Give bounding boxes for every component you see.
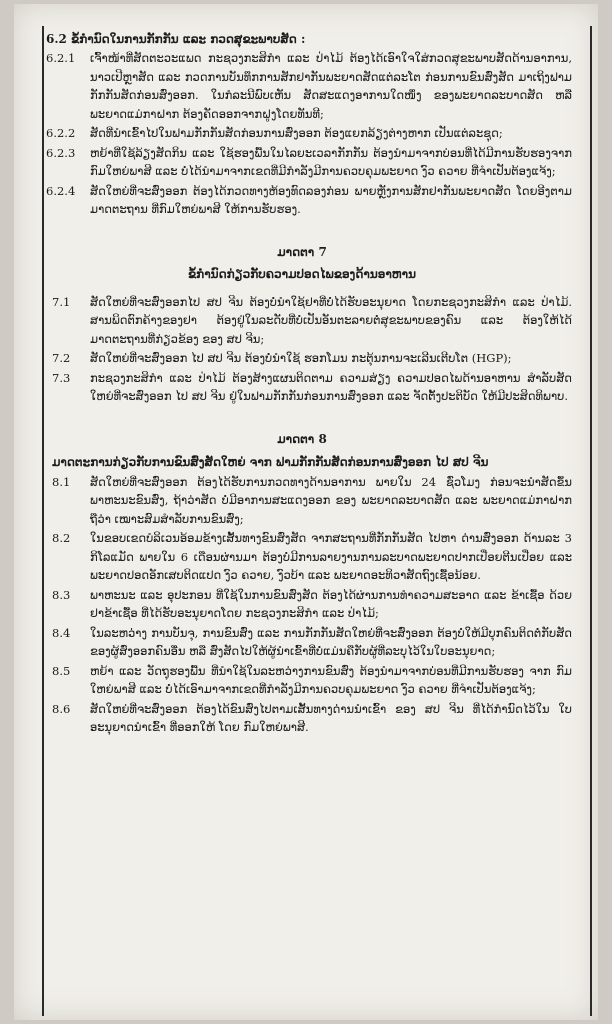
item-number: 8.5 xyxy=(52,663,71,678)
item-number: 8.3 xyxy=(52,587,71,602)
list-item xyxy=(32,182,572,219)
section-6-2-heading: 6.2 ຂໍ້ກຳນົດໃນການກັກກັນ ແລະ ກວດສຸຂະພາບສັດ : xyxy=(46,32,306,46)
item-number: 8.2 xyxy=(52,531,71,545)
list-item xyxy=(32,144,572,181)
list-item xyxy=(32,293,572,349)
list-item xyxy=(32,349,572,368)
item-number: 6.2.3 xyxy=(46,145,76,160)
item-text: ໃນລະຫວ່າງ ການບັນຈຸ, ການຂົນສົ່ງ ແລະ ການກັກກັນສັດໃຫຍ່ທີ່ຈະສົ່ງອອກ ຕ້ອງບໍ່ໃຫ້ມີບຸກຄົນຕິດຕໍ່ກັບສັດ ຂອງຜູ້ສົ່ງອອກຄົນອື່ນ ຫລື ສົ່ງສັດໄປໃຫ້ຜູ້ນຳເຂົ້າທີ່ບໍ່ແມ່ນຄືກັບຜູ້ທີ່ລະບຸໄວ້ໃນໃບອະນຸຍາດ; xyxy=(90,625,572,658)
list-item xyxy=(32,662,572,699)
list-item xyxy=(32,529,572,585)
document-content xyxy=(32,32,572,737)
list-item xyxy=(32,473,572,529)
article-8-subheading: ມາດຕະການກ່ຽວກັບການຂົນສົ່ງສັດໃຫຍ່ ຈາກ ຟາມກັກກັນສັດກ່ອນການສົ່ງອອກ ໄປ ສປ ຈີນ xyxy=(52,454,489,469)
item-number: 8.4 xyxy=(52,625,71,640)
item-number: 6.2.1 xyxy=(46,51,76,65)
item-number: 6.2.4 xyxy=(46,183,76,198)
article-7-list xyxy=(32,293,572,406)
item-text: ສັດທີ່ນຳເຂົ້າໄປໃນຟາມກັກກັນສັດກ່ອນການສົ່ງອອກ ຕ້ອງແຍກລ້ຽງຕ່າງຫາກ ເປັນແຕ່ລະຊຸດ; xyxy=(90,126,503,140)
item-number: 6.2.2 xyxy=(46,126,76,140)
item-text: ຫຍ້າທີ່ໃຊ້ລ້ຽງສັດກິນ ແລະ ໃຊ້ຮອງພື້ນໃນໄລຍະເວລາກັກກັນ ຕ້ອງນຳມາຈາກບ່ອນທີ່ໄດ້ມີການຮັບຮອງຈາກ ກົມໃຫຍ່ພາສີ ແລະ ບໍ່ໄດ້ນຳມາຈາກເຂດທີ່ມີກຳລັງມີການຄວບຄຸມພະຍາດ ງົວ ຄວາຍ ທີ່ຈຳເປັນຕ້ອງແຈ້ງ; xyxy=(90,145,572,178)
list-item xyxy=(32,49,572,123)
list-item xyxy=(32,624,572,661)
item-text: ສັດໃຫຍ່ທີ່ຈະສົ່ງອອກໄປ ສປ ຈີນ ຕ້ອງບໍ່ນຳໃຊ້ຢາທີ່ບໍ່ໄດ້ຮັບອະນຸຍາດ ໂດຍກະຊວງກະສິກຳ ແລະ ປ່າໄມ້. ສານພິດຕົກຄ້າງຂອງຢາ ຕ້ອງຢູ່ໃນລະດັບທີ່ບໍ່ເປັນອັນຕະລາຍຕໍ່ສຸຂະພາບຂອງຄົນ ແລະ ຕ້ອງໃຫ້ໄດ້ມາດຕະຖານທີ່ກ່ຽວຂ້ອງ ຂອງ ສປ ຈີນ; xyxy=(90,294,572,346)
item-number: 7.1 xyxy=(52,294,71,309)
section-6-2-list xyxy=(32,49,572,219)
item-text: ສັດໃຫຍ່ທີ່ຈະສົ່ງອອກ ຕ້ອງໄດ້ຮັບການກວດທາງດ້ານອາການ ພາຍໃນ 24 ຊົ່ວໂມງ ກ່ອນຈະນຳສັດຂຶ້ນພາຫະນະຂົນສົ່ງ, ຖ້າວ່າສັດ ບໍ່ມີອາການສະແດງອອກ ຂອງ ພະຍາດລະບາດສັດ ແລະ ພະຍາດແມ່ກາຝາກ ຖືວ່າ ເໝາະສົມສຳລັບການຂົນສົ່ງ; xyxy=(90,474,572,526)
item-text: ຫຍ້າ ແລະ ວັດຖຸຮອງພື້ນ ທີ່ນຳໃຊ້ໃນລະຫວ່າງການຂົນສົ່ງ ຕ້ອງນຳມາຈາກບ່ອນທີ່ມີການຮັບຮອງ ຈາກ ກົມໃຫຍ່ພາສີ ແລະ ບໍ່ໄດ້ເອົາມາຈາກເຂດທີ່ກຳລັງມີການຄວບຄຸມພະຍາດ ງົວ ຄວາຍ ທີ່ຈຳເປັນຕ້ອງແຈ້ງ; xyxy=(90,663,572,696)
item-number: 8.1 xyxy=(52,474,71,489)
article-7-subheading: ຂໍ້ກຳນົດກ່ຽວກັບຄວາມປອດໄພຂອງດ້ານອາຫານ xyxy=(187,266,417,281)
item-number: 7.2 xyxy=(52,351,71,365)
list-item xyxy=(32,369,572,406)
item-text: ເຈົ້າໜ້າທີ່ສັດຕະວະແພດ ກະຊວງກະສິກຳ ແລະ ປ່າໄມ້ ຕ້ອງໄດ້ເອົາໃຈໃສ່ກວດສຸຂະພາບສັດດ້ານອາການ, ນາວເປີຫຼາສັດ ແລະ ກວດການບັນທຶກການສັກຢາກັນພະຍາດສັດແຕ່ລະໂຕ ກ່ອນການຂົນສົ່ງສັດ ມາເຖິງຟາມກັກກັນສັດກ່ອນສົ່ງອອກ. ໃນກໍລະນີພົບເຫັນ ສັດສະແດງອາການໃດໜຶ່ງ ຂອງພະຍາດລະບາດສັດ ຫລື ພະຍາດແມ່ກາຝາກ ຕ້ອງຄັດອອກຈາກຝູງໂດຍທັນທີ; xyxy=(90,51,572,121)
item-number: 8.6 xyxy=(52,701,71,716)
item-text: ກະຊວງກະສິກຳ ແລະ ປ່າໄມ້ ຕ້ອງສ້າງແຜນຕິດຕາມ ຄວາມສ່ຽງ ຄວາມປອດໄພດ້ານອາຫານ ສຳລັບສັດໃຫຍ່ທີ່ຈະສົ່ງອອກ ໄປ ສປ ຈີນ ຢູ່ໃນຟາມກັກກັນກ່ອນການສົ່ງອອກ ແລະ ຈັດຕັ້ງປະຕິບັດ ໃຫ້ມີປະສິດທິພາບ. xyxy=(90,370,572,403)
article-7-heading: ມາດຕາ 7 xyxy=(277,244,327,259)
item-text: ສັດໃຫຍ່ທີ່ຈະສົ່ງອອກ ຕ້ອງໄດ້ຂົນສົ່ງໄປຕາມເສັ້ນທາງດ່ານນຳເຂົ້າ ຂອງ ສປ ຈີນ ທີ່ໄດ້ກຳນົດໄວ້ໃນ ໃບອະນຸຍາດນຳເຂົ້າ ທີ່ອອກໃຫ້ ໂດຍ ກົມໃຫຍ່ພາສີ. xyxy=(90,701,572,734)
item-text: ໃນຂອບເຂດບໍລິເວນອ້ອມຂ້າງເສັ້ນທາງຂົນສົ່ງສັດ ຈາກສະຖານທີ່ກັກກັນສັດ ໄປຫາ ດ່ານສົ່ງອອກ ດ້ານລະ 3 ກິໂລແມັດ ພາຍໃນ 6 ເດືອນຜ່ານມາ ຕ້ອງບໍ່ມີການລາຍງານການລະບາດພະຍາດປາກເປື່ອຍຕີນເປື່ອຍ ແລະ ພະຍາດປອດອັກເສບຕິດແປດ ງົວ ຄວາຍ, ງົວບ້າ ແລະ ພະຍາດອະທິວາສັດຖົງເຊື້ອນ້ອຍ. xyxy=(90,531,572,582)
item-text: ສັດໃຫຍ່ທີ່ຈະສົ່ງອອກ ຕ້ອງໄດ້ກວດທາງຫ້ອງທົດລອງກ່ອນ ພາຍຫຼັງການສັກຢາກັນພະຍາດສັດ ໂດຍອີງຕາມມາດຕະຖານ ທີ່ກົມໃຫຍ່ພາສີ ໃຫ້ການຮັບຮອງ. xyxy=(90,183,572,216)
article-8-heading: ມາດຕາ 8 xyxy=(277,431,327,446)
list-item xyxy=(32,124,572,143)
list-item xyxy=(32,700,572,737)
list-item xyxy=(32,586,572,623)
article-8-list xyxy=(32,473,572,737)
item-text: ສັດໃຫຍ່ທີ່ຈະສົ່ງອອກ ໄປ ສປ ຈີນ ຕ້ອງບໍ່ນຳໃຊ້ ຮອກໂມນ ກະຕຸ້ນການຈະເລີນເຕີບໂຕ (HGP); xyxy=(90,351,512,365)
item-number: 7.3 xyxy=(52,370,71,385)
item-text: ພາຫະນະ ແລະ ອຸປະກອນ ທີ່ໃຊ້ໃນການຂົນສົ່ງສັດ ຕ້ອງໄດ້ຜ່ານການທຳຄວາມສະອາດ ແລະ ຂ້າເຊື້ອ ດ້ວຍຢາຂ້າເຊື້ອ ທີ່ໄດ້ຮັບອະນຸຍາດໂດຍ ກະຊວງກະສິກຳ ແລະ ປ່າໄມ້; xyxy=(90,587,572,620)
